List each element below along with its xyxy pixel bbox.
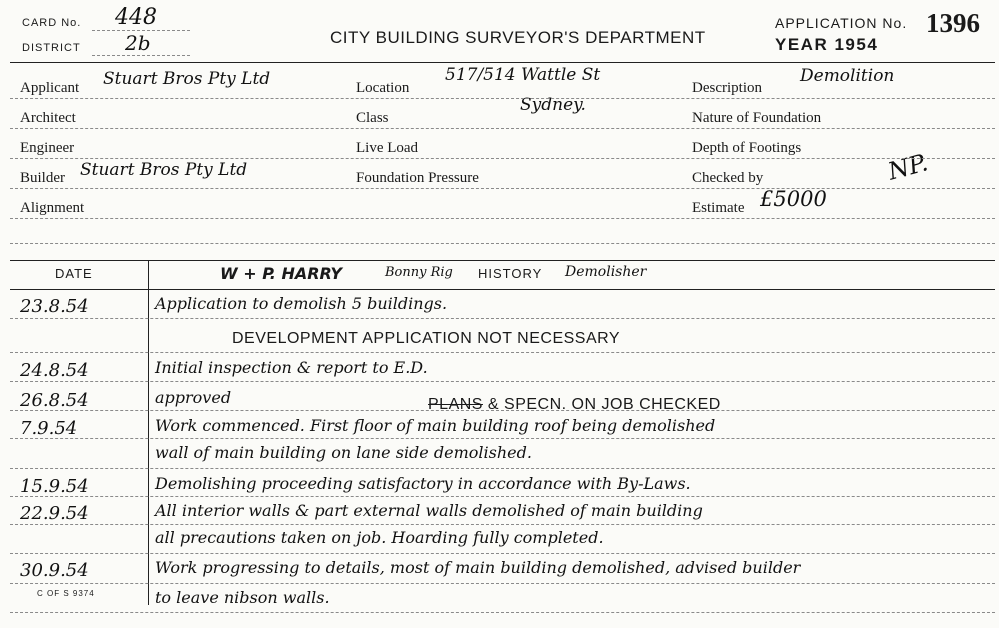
alignment-label: Alignment (20, 200, 85, 216)
contractor-role: Demolisher (565, 264, 647, 280)
history-date: 23.8.54 (20, 296, 89, 317)
district-value: 2b (125, 31, 151, 55)
history-text: wall of main building on lane side demolished. (155, 443, 532, 462)
history-date: 7.9.54 (20, 418, 78, 439)
applicant-label: Applicant (20, 80, 80, 96)
history-date: 26.8.54 (20, 390, 89, 411)
estimate-label: Estimate (692, 200, 745, 216)
application-label: APPLICATION No. (775, 15, 908, 31)
class-label: Class (356, 110, 389, 126)
history-date: 24.8.54 (20, 360, 89, 381)
architect-label: Architect (20, 110, 76, 126)
application-number: 1396 (926, 8, 980, 38)
history-date: 30.9.54 (20, 560, 89, 581)
year: YEAR 1954 (775, 35, 879, 54)
history-text: Application to demolish 5 buildings. (155, 294, 448, 313)
plans-stamp-struck: PLANS (428, 396, 483, 413)
location-label: Location (356, 80, 410, 96)
contractor-note: Bonny Rig (385, 265, 453, 280)
nature-of-foundation-label: Nature of Foundation (692, 110, 822, 126)
history-text: Demolishing proceeding satisfactory in accordance with By-Laws. (155, 474, 691, 493)
checked-by-label: Checked by (692, 170, 764, 186)
description-label: Description (692, 80, 762, 96)
date-column-header: DATE (55, 266, 93, 281)
history-column-header: HISTORY (478, 266, 543, 281)
card-no-label: CARD No. (22, 17, 82, 29)
contractor-name: W + P. HARRY (220, 264, 342, 283)
estimate-value: £5000 (760, 187, 827, 211)
checked-by-initials: NP. (885, 148, 931, 186)
history-text: Work progressing to details, most of main building demolished, advised builder (155, 558, 801, 577)
district-label: DISTRICT (22, 42, 81, 54)
history-text: approved (155, 388, 232, 407)
footer-code: C OF S 9374 (37, 589, 95, 598)
history-text: All interior walls & part external walls demolished of main building (155, 501, 703, 520)
location-value: 517/514 Wattle St (445, 65, 601, 85)
department-title: CITY BUILDING SURVEYOR'S DEPARTMENT (330, 28, 706, 47)
foundation-pressure-label: Foundation Pressure (356, 170, 479, 186)
depth-of-footings-label: Depth of Footings (692, 140, 802, 156)
history-text: Initial inspection & report to E.D. (155, 358, 428, 377)
history-date: 15.9.54 (20, 476, 89, 497)
history-text: all precautions taken on job. Hoarding fully completed. (155, 528, 604, 547)
development-stamp: DEVELOPMENT APPLICATION NOT NECESSARY (232, 330, 621, 347)
history-text: Work commenced. First floor of main building roof being demolished (155, 416, 716, 435)
history-date: 22.9.54 (20, 503, 89, 524)
description-value: Demolition (800, 66, 895, 86)
builder-label: Builder (20, 170, 65, 186)
plans-stamp-text: & SPECN. ON JOB CHECKED (487, 396, 721, 413)
applicant-value: Stuart Bros Pty Ltd (103, 69, 271, 89)
card-no-value: 448 (115, 5, 157, 30)
engineer-label: Engineer (20, 140, 75, 156)
location-value-line2: Sydney. (520, 95, 586, 115)
live-load-label: Live Load (356, 140, 419, 156)
history-text: to leave nibson walls. (155, 588, 330, 607)
plans-stamp (428, 396, 721, 414)
builder-value: Stuart Bros Pty Ltd (80, 160, 248, 180)
